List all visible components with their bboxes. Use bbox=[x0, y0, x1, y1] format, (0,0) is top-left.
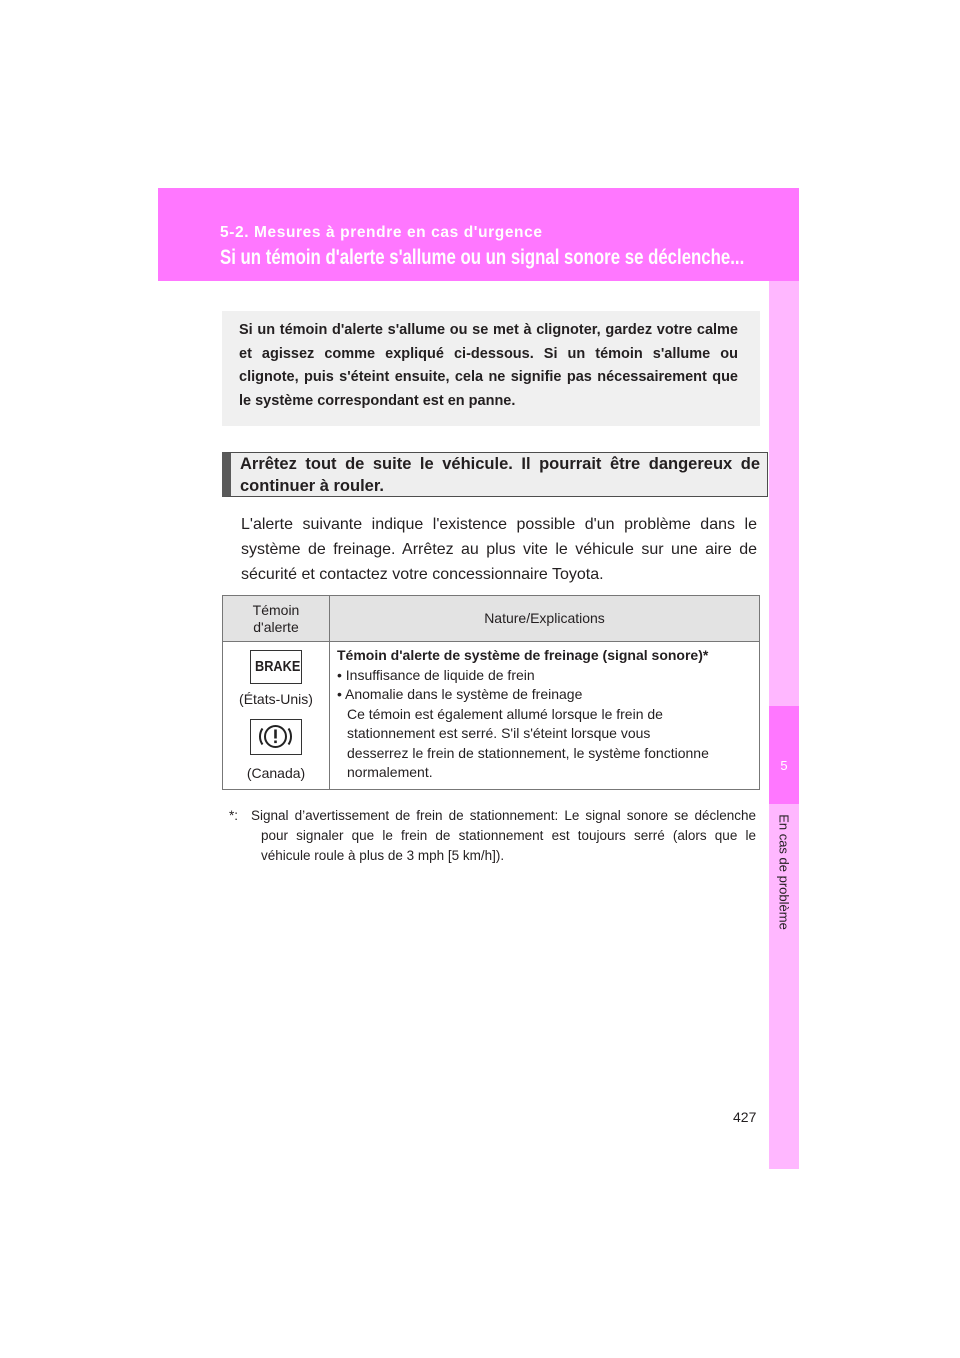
cause-item: • Anomalie dans le système de freinage bbox=[337, 686, 583, 702]
footnote-text: Signal d’avertissement de frein de stationnement: Le signal sonore se déclenche pour signaler que le frein de stationnement est toujours serré (alors que le véhicule roule à plus de 3 mph [5 km/h]). bbox=[251, 808, 756, 863]
intro-box bbox=[222, 311, 760, 426]
column-header-indicator bbox=[223, 596, 330, 642]
warning-box bbox=[222, 452, 768, 497]
column-header-line: d'alerte bbox=[253, 618, 299, 635]
table-header-row bbox=[223, 596, 760, 642]
brake-warning-icon bbox=[250, 650, 302, 684]
note-line: normalement. bbox=[347, 764, 433, 780]
side-tab-active bbox=[769, 706, 799, 804]
column-header-description: Nature/Explications bbox=[330, 596, 760, 642]
page-title: Si un témoin d'alerte s'allume ou un signal sonore se déclenche... bbox=[220, 246, 745, 269]
page-header bbox=[158, 188, 799, 281]
intro-text: Si un témoin d'alerte s'allume ou se met à clignoter, gardez votre calme et agissez comme expliqué ci-dessous. Si un témoin s'allume ou clignote, puis s'éteint ensuite, cela ne signifie pas nécessairement que le système correspondant est en panne. bbox=[239, 322, 738, 409]
footnote bbox=[229, 806, 756, 866]
exclamation-circle-icon bbox=[250, 719, 302, 755]
region-label-canada: (Canada) bbox=[246, 765, 306, 781]
table-row bbox=[223, 642, 760, 790]
warning-light-table bbox=[222, 595, 760, 790]
footnote-mark: *: bbox=[229, 808, 239, 823]
note-line: Ce témoin est également allumé lorsque le frein de bbox=[347, 705, 663, 722]
note-line: stationnement est serré. S'il s'éteint lorsque vous bbox=[347, 725, 651, 741]
section-label: 5-2. Mesures à prendre en cas d'urgence bbox=[220, 224, 543, 241]
indicator-title: Témoin d'alerte de système de freinage (signal sonore)* bbox=[337, 647, 709, 663]
indicator-cell bbox=[223, 642, 330, 790]
description-cell bbox=[330, 642, 760, 790]
page-number: 427 bbox=[733, 1109, 757, 1125]
cause-item: • Insuffisance de liquide de frein bbox=[337, 666, 535, 683]
brake-icon-label: BRAKE bbox=[255, 658, 301, 675]
warning-text: Arrêtez tout de suite le véhicule. Il pourrait être dangereux de continuer à rouler. bbox=[240, 455, 760, 495]
chapter-number: 5 bbox=[780, 758, 788, 773]
body-paragraph: L'alerte suivante indique l'existence possible d'un problème dans le système de freinage. Arrêtez au plus vite le véhicule sur une aire de sécurité et contactez votre concessionnaire Toyota. bbox=[241, 516, 757, 583]
column-header-line: Témoin bbox=[252, 601, 300, 618]
note-line: desserrez le frein de stationnement, le système fonctionne bbox=[347, 744, 709, 761]
chapter-label: En cas de problème bbox=[776, 814, 792, 930]
region-label-us: (États-Unis) bbox=[239, 691, 313, 707]
